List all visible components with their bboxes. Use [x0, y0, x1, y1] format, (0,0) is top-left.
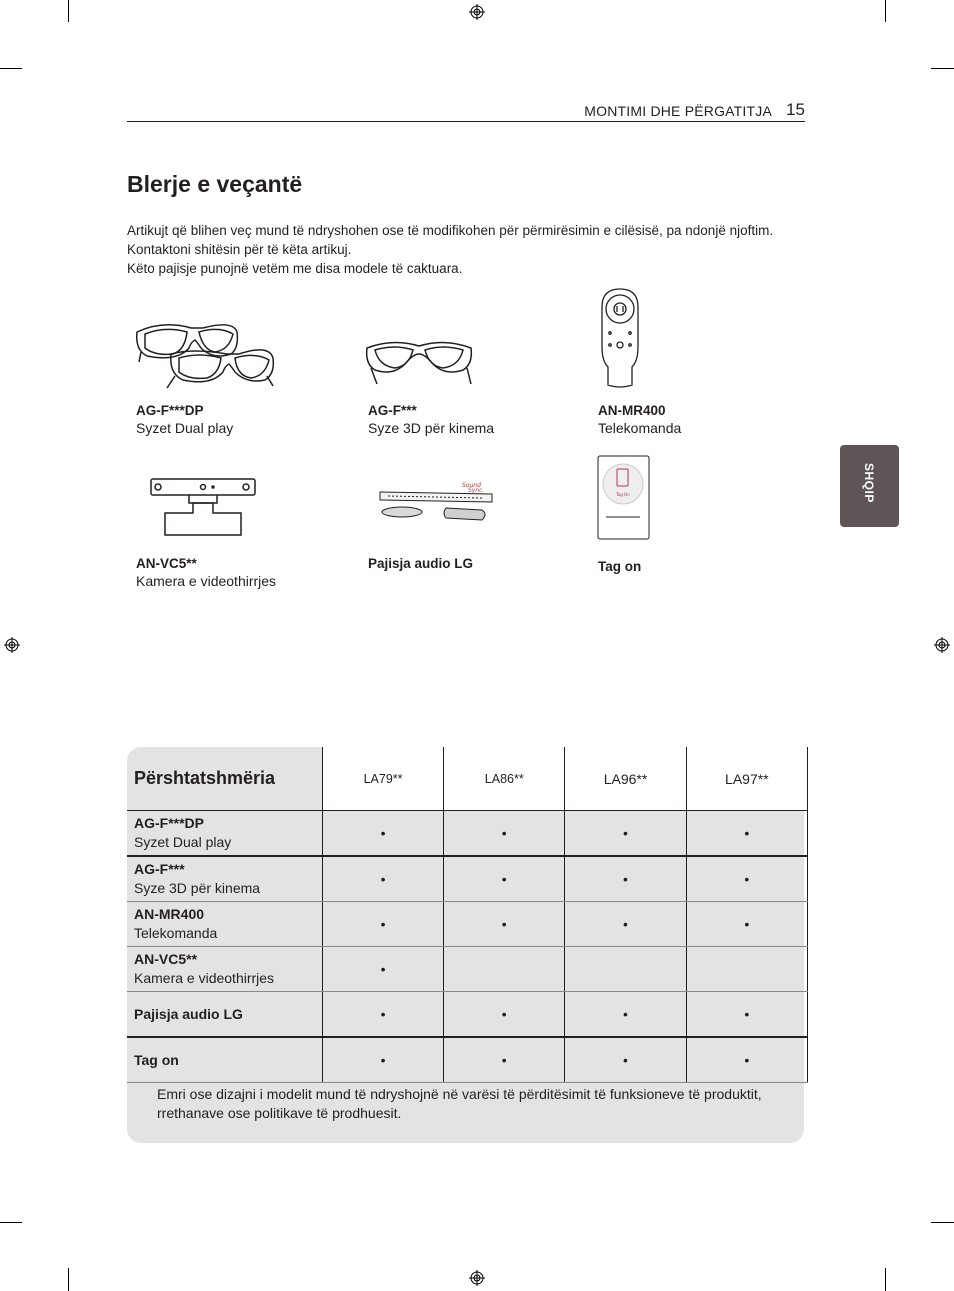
- row-code: Tag on: [134, 1051, 179, 1068]
- page-title: Blerje e veçantë: [127, 171, 303, 197]
- compatibility-table: [127, 747, 808, 1083]
- table-row: [127, 811, 808, 857]
- compat-mark: •: [686, 856, 807, 902]
- intro-text: [127, 221, 807, 278]
- page-number: 15: [786, 100, 805, 119]
- compat-mark: •: [565, 1037, 686, 1083]
- item-code: Pajisja audio LG: [368, 556, 474, 571]
- intro-line: Artikujt që blihen veç mund të ndryshohen ose të modifikohen për përmirësimin e cilësisë, pa ndonjë njoftim.: [127, 223, 774, 238]
- item-caption: [136, 556, 276, 589]
- model-header: LA97**: [686, 747, 807, 811]
- language-tab-label: SHQIP: [862, 463, 876, 503]
- sound-sync-label: Sound: [462, 482, 481, 489]
- compatibility-note: Emri ose dizajni i modelit mund të ndryshojnë në varësi të përditësimit të funksioneve të produktit, rrethanave ose politikave të prodhuesit.: [157, 1086, 762, 1121]
- compat-mark: •: [444, 811, 565, 857]
- table-header-row: [127, 747, 808, 811]
- registration-mark-icon: [4, 637, 20, 653]
- row-code: AN-VC5**: [134, 951, 198, 967]
- compat-mark: •: [565, 811, 686, 857]
- crop-mark: [931, 1222, 954, 1223]
- language-tab: [840, 445, 899, 527]
- video-camera-icon: [149, 477, 259, 539]
- compat-mark: •: [565, 902, 686, 947]
- item-desc: Syze 3D për kinema: [368, 420, 495, 436]
- crop-mark: [885, 0, 886, 22]
- table-row: [127, 902, 808, 947]
- compat-mark: •: [444, 1037, 565, 1083]
- row-label: [127, 992, 322, 1038]
- registration-mark-icon: [469, 4, 485, 20]
- table-row: [127, 856, 808, 902]
- section-label: MONTIMI DHE PËRGATITJA: [584, 103, 772, 119]
- registration-mark-icon: [934, 637, 950, 653]
- cinema-3d-glasses-icon: [363, 336, 475, 388]
- crop-mark: [885, 1268, 886, 1291]
- compat-mark: [686, 947, 807, 992]
- item-caption: [598, 403, 681, 436]
- tag-on-icon: [597, 455, 651, 541]
- model-header: LA79**: [322, 747, 443, 811]
- compat-mark: •: [444, 856, 565, 902]
- compat-mark: [444, 947, 565, 992]
- registration-mark-icon: [469, 1270, 485, 1286]
- item-code: AN-VC5**: [136, 556, 197, 571]
- item-caption: [368, 403, 494, 436]
- item-desc: Kamera e videothirrjes: [136, 573, 277, 589]
- dual-play-glasses-icon: [133, 318, 281, 390]
- tag-on-sticker-label: Tag On: [616, 492, 630, 497]
- row-desc: Telekomanda: [134, 925, 218, 941]
- row-code: Pajisja audio LG: [134, 1005, 243, 1022]
- compat-mark: •: [322, 902, 443, 947]
- row-label: [127, 947, 322, 992]
- compat-mark: •: [444, 992, 565, 1038]
- item-code: AN-MR400: [598, 403, 666, 418]
- row-code: AG-F***DP: [134, 815, 205, 831]
- compat-mark: •: [565, 856, 686, 902]
- item-desc: Telekomanda: [598, 420, 682, 436]
- item-code: AG-F***DP: [136, 403, 204, 418]
- compat-mark: •: [686, 1037, 807, 1083]
- compat-mark: •: [444, 902, 565, 947]
- header-divider: [127, 121, 805, 122]
- compat-mark: •: [322, 856, 443, 902]
- row-desc: Syzet Dual play: [134, 834, 232, 850]
- compat-mark: •: [565, 992, 686, 1038]
- row-desc: Kamera e videothirrjes: [134, 970, 275, 986]
- compat-mark: •: [686, 902, 807, 947]
- compat-mark: [565, 947, 686, 992]
- compat-mark: •: [322, 811, 443, 857]
- compatibility-title: Përshtatshmëria: [127, 747, 322, 811]
- model-header: LA86**: [444, 747, 565, 811]
- magic-remote-icon: [598, 287, 642, 389]
- item-caption: [368, 556, 473, 571]
- row-label: [127, 902, 322, 947]
- crop-mark: [68, 0, 69, 22]
- item-caption: [598, 559, 641, 574]
- table-row: [127, 1037, 808, 1083]
- compat-mark: •: [322, 1037, 443, 1083]
- row-code: AN-MR400: [134, 906, 205, 922]
- crop-mark: [0, 1222, 22, 1223]
- row-code: AG-F***: [134, 861, 185, 877]
- sound-bar-icon: [378, 480, 496, 524]
- row-label: [127, 856, 322, 902]
- row-desc: Syze 3D për kinema: [134, 880, 261, 896]
- item-desc: Syzet Dual play: [136, 420, 234, 436]
- compat-mark: •: [322, 947, 443, 992]
- crop-mark: [68, 1268, 69, 1291]
- crop-mark: [931, 68, 954, 69]
- compat-mark: •: [686, 992, 807, 1038]
- item-caption: [136, 403, 233, 436]
- table-row: [127, 947, 808, 992]
- item-code: Tag on: [598, 559, 642, 574]
- sound-sync-label: Sync: [468, 487, 483, 494]
- model-header: LA96**: [565, 747, 686, 811]
- crop-mark: [0, 68, 22, 69]
- row-label: [127, 811, 322, 857]
- row-label: [127, 1037, 322, 1083]
- intro-line: Këto pajisje punojnë vetëm me disa modele të caktuara.: [127, 261, 463, 276]
- compat-mark: •: [686, 811, 807, 857]
- intro-line: Kontaktoni shitësin për të këta artikuj.: [127, 242, 352, 257]
- table-row: [127, 992, 808, 1038]
- compat-mark: •: [322, 992, 443, 1038]
- item-code: AG-F***: [368, 403, 417, 418]
